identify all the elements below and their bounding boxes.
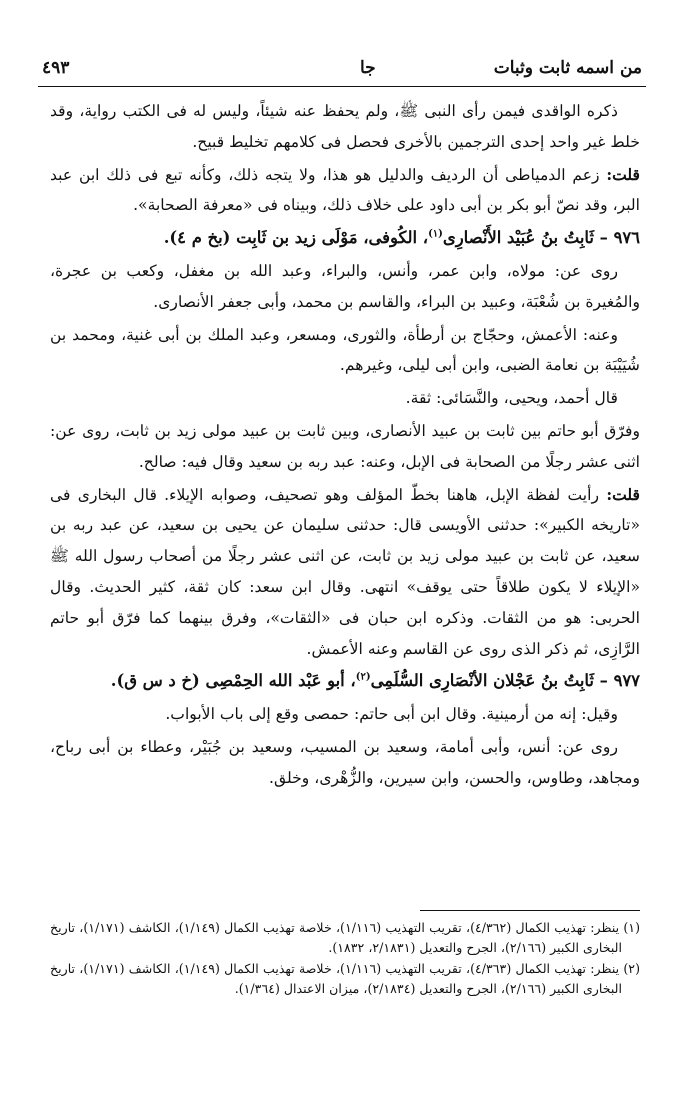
volume-label: جا xyxy=(360,58,376,78)
entry-name: ٩٧٦ – ثَابِتُ بنُ عُبَيْد الأَنْصارِى xyxy=(442,228,640,248)
paragraph xyxy=(50,480,640,665)
note-label: قلت: xyxy=(606,484,640,504)
paragraph-text: رأيت لفظة الإبل، هاهنا بخطّ المؤلف وهو تصحيف، وصوابه الإيلاء. قال البخارى فى «تاريخه الكبير»: حدثنى الأويسى قال: حدثنى سليمان عن يحيى بن سعيد، عن عبد ربه بن سعيد، عن ثابت بن عبيد مولى زيد بن ثابت، عن اثنى عشر رجلًا من أصحاب رسول الله ﷺ «الإيلاء لا يكون طلاقاً حتى يوقف» انتهى. وقال ابن سعد: كان ثقة، كثير الحديث. وقال الحربى: هو من الثقات. وذكره ابن حبان فى «الثقات»، وفرق بينهما كما فرّق أبو حاتم الرَّازِى، ثم ذكر الذى روى عن القاسم وعنه الأعمش. xyxy=(50,485,640,658)
header-rule xyxy=(38,86,646,87)
footnote-ref: (١) xyxy=(428,228,443,240)
entry-heading-976 xyxy=(50,223,640,254)
paragraph: وعنه: الأعمش، وحجّاج بن أرطأة، والثورى، ومسعر، وعبد الملك بن أبى غنية، ومحمد بن شُيَيْبَة بن نعامة الضبى، وابن أبى ليلى، وغيرهم. xyxy=(50,325,640,375)
footnote-2: (٢) ينظر: تهذيب الكمال (٤/٣٦٣)، تقريب التهذيب (١/١١٦)، خلاصة تهذيب الكمال (١/١٤٩)، الكاشف (١/١٧١)، تاريخ البخارى الكبير (٢/١٦٦)، الجرح والتعديل (٢/١٨٣٤)، ميزان الاعتدال (١/٣٦٤). xyxy=(50,961,640,996)
footnote-1: (١) ينظر: تهذيب الكمال (٤/٣٦٢)، تقريب التهذيب (١/١١٦)، خلاصة تهذيب الكمال (١/١٤٩)، الكاشف (١/١٧١)، تاريخ البخارى الكبير (٢/١٦٦)، الجرح والتعديل (٢/١٨٣١، ١٨٣٢). xyxy=(50,920,640,955)
page-number: ٤٩٣ xyxy=(42,58,70,78)
entry-nisba: ، أبو عَبْد الله الحِمْصِى (خ د س ق). xyxy=(110,671,356,691)
paragraph: روى عن: أنس، وأبى أمامة، وسعيد بن المسيب، وسعيد بن جُبَيْر، وعطاء بن أبى رباح، ومجاهد، وطاوس، والحسن، وابن سيرين، والزُّهْرى، وخلق. xyxy=(50,737,640,787)
paragraph: وقيل: إنه من أرمينية. وقال ابن أبى حاتم: حمصى وقع إلى باب الأبواب. xyxy=(165,705,618,724)
paragraph: وفرّق أبو حاتم بين ثابت بن عبيد الأنصارى، وبين ثابت بن عبيد مولى زيد بن ثابت، روى عن: اثنى عشر رجلًا من الصحابة فى الإبل، وعنه: عبد ربه بن سعيد وقال فيه: صالح. xyxy=(50,421,640,471)
main-text xyxy=(50,96,640,796)
paragraph: قال أحمد، ويحيى، والنَّسَائى: ثقة. xyxy=(405,389,618,408)
footnote-ref: (٢) xyxy=(355,671,371,683)
footnote-rule xyxy=(420,910,640,911)
header-title: من اسمه ثابت وثبات xyxy=(493,58,642,78)
paragraph: روى عن: مولاه، وابن عمر، وأنس، والبراء، وعبد الله بن مغفل، وكعب بن عجرة، والمُغيرة بن شُعْبَة، وعبيد بن البراء، والقاسم بن محمد، وأبى جعفر الأنصارى. xyxy=(50,261,640,311)
paragraph: ذكره الواقدى فيمن رأى النبى ﷺ، ولم يحفظ عنه شيئاً، وليس له فى الكتب رواية، وقد خلط غير واحد إحدى الترجمين بالأخرى فحصل فى كلامهم تخليط قبيح. xyxy=(50,102,640,151)
running-header xyxy=(38,56,646,82)
note-label: قلت: xyxy=(606,164,640,184)
entry-heading-977 xyxy=(50,666,640,697)
paragraph xyxy=(50,160,640,222)
entry-nisba: ، الكُوفى، مَوْلَى زيد بن ثَابِت (بخ م ٤). xyxy=(163,228,429,248)
footnotes xyxy=(50,918,640,1000)
paragraph-text: زعم الدمياطى أن الرديف والدليل هو هذا، ولا يتجه ذلك، وكأنه تبع فى ذلك ابن عبد البر، وقد نصّ أبو بكر بن أبى داود على خلاف ذلك، وبيناه فى «معرفة الصحابة». xyxy=(50,165,640,215)
entry-name: ٩٧٧ – ثَابِتُ بنُ عَجْلان الأنْصَارِى السُّلَمِى xyxy=(370,671,640,691)
